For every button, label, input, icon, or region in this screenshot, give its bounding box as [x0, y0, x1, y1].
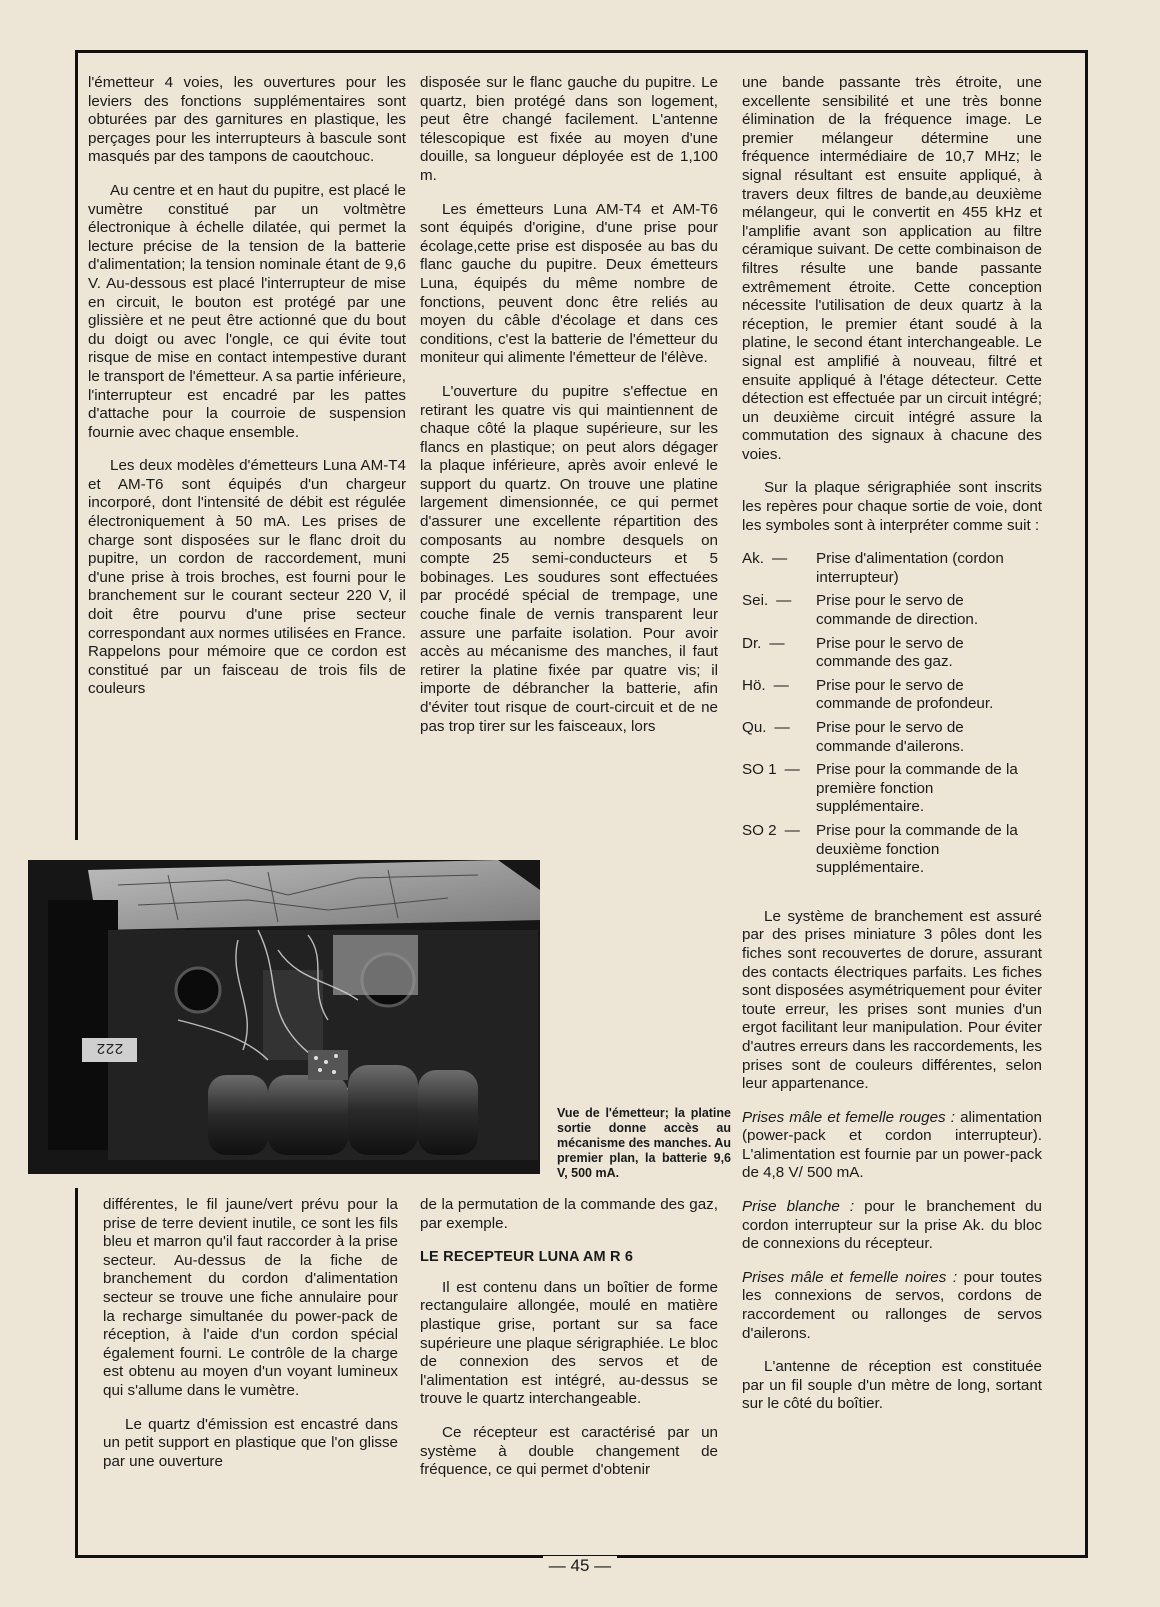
- paragraph: une bande passante très étroite, une excellente sensibilité et une très bonne élimination de la fréquence image. Le premier mélangeur détermine une fréquence intermédiaire de 10,7 MHz; le signal résultant est ensuite appliqué, à travers deux filtres de bande,au deuxième mélangeur, qui le convertit en 455 kHz et l'amplifie avant son application au filtre céramique suivant. De cette combinaison de filtres résulte une bande passante extrêmement étroite. Cette conception nécessite l'utilisation de deux quartz à la réception, le premier étant soudé à la platine, le second étant interchangeable. Le signal est amplifié à nouveau, filtré et ensuite appliqué à l'étage détecteur. Cette détection est effectuée par un circuit intégré; un deuxième circuit intégré assure la commutation des signaux à chacune des voies.: [742, 74, 1042, 463]
- paragraph: Les émetteurs Luna AM-T4 et AM-T6 sont équipés d'origine, d'une prise pour écolage,cette prise est disposée au bas du flanc gauche du pupitre. Deux émetteurs Luna, équipés du même nombre de fonctions, peuvent donc être reliés au moyen du câble d'écolage et dans ces conditions, c'est la batterie de l'émetteur du moniteur qui alimente l'émetteur de l'élève.: [420, 200, 718, 367]
- legend-key: [742, 719, 816, 756]
- column-2-bottom: [420, 1196, 718, 1495]
- legend-description: Prise pour le servo de commande d'ailerons.: [816, 719, 965, 755]
- legend-row: [742, 677, 1042, 714]
- paragraph: Sur la plaque sérigraphiée sont inscrits les repères pour chaque sortie de voie, dont les symboles sont à interpréter comme suit :: [742, 479, 1042, 534]
- column-1-top: [88, 74, 406, 714]
- legend-symbol: Qu.: [742, 719, 767, 736]
- legend-description: Prise pour la commande de la deuxième fonction supplémentaire.: [816, 821, 1018, 877]
- paragraph: Les deux modèles d'émetteurs Luna AM-T4 et AM-T6 sont équipés d'un chargeur incorporé, dont l'intensité de débit est régulée électroniquement à 50 mA. Les prises de charge sont disposées sur le flanc droit du pupitre, un cordon de raccordement, muni d'une prise à trois broches, est fourni pour le branchement sur le courant secteur 220 V, il doit être pourvu d'une prise secteur correspondant aux normes utilisées en France. Rappelons pour mémoire que ce cordon est constitué par un faisceau de trois fils de couleurs: [88, 457, 406, 698]
- photo-caption: Vue de l'émetteur; la platine sortie donne accès au mécanisme des manches. Au premier plan, la batterie 9,6 V, 500 mA.: [557, 1106, 731, 1180]
- paragraph: Le quartz d'émission est encastré dans un petit support en plastique que l'on glisse par une ouverture: [103, 1415, 398, 1470]
- paragraph: Le système de branchement est assuré par des prises miniature 3 pôles dont les fiches sont recouvertes de dorure, assurant des contacts électriques parfaits. Les fiches sont disposées asymétriquement pour éviter toute erreur, les prises sont munies d'un ergot facilitant leur manipulation. Pour éviter d'autres erreurs dans les raccordements, les prises sont de couleurs différentes, selon leur appartenance.: [742, 907, 1042, 1093]
- text: pour toutes les connexions de servos, cordons de raccordement ou rallonges de servos d'ailerons.: [742, 1268, 1042, 1342]
- text: pour le branchement du cordon interrupteur sur la prise Ak. du bloc de connexions du récepteur.: [742, 1198, 1042, 1253]
- legend-row: [742, 550, 1042, 587]
- legend-description: Prise pour le servo de commande de direction.: [816, 592, 979, 629]
- legend-dash: —: [776, 592, 792, 610]
- page-number-text: — 45 —: [543, 1556, 617, 1575]
- legend-row: [742, 761, 1042, 817]
- section-heading: LE RECEPTEUR LUNA AM R 6: [420, 1249, 634, 1266]
- legend-dash: —: [769, 634, 785, 652]
- paragraph: [742, 1269, 1042, 1343]
- legend-symbol: Hö.: [742, 676, 766, 694]
- legend-symbol: SO 2: [742, 821, 777, 839]
- legend-row: [742, 592, 1042, 629]
- legend-key: [742, 592, 816, 629]
- paragraph: de la permutation de la commande des gaz, par exemple.: [420, 1196, 718, 1232]
- text: alimentation (power-pack et cordon interrupteur). L'alimentation est fournie par un power-pack de 4,8 V/ 500 mA.: [742, 1108, 1042, 1182]
- paragraph: différentes, le fil jaune/vert prévu pour la prise de terre devient inutile, ce sont les fils bleu et marron qu'il faut raccorder à la prise secteur. Au-dessus de la fiche de branchement du cordon d'alimentation secteur se trouve une fiche annulaire pour la recharge simultanée du power-pack de réception, à l'aide d'un cordon spécial également fourni. Le contrôle de la charge est obtenu au moyen d'un voyant lumineux qui s'allume dans le vumètre.: [103, 1196, 398, 1399]
- transmitter-photo: [28, 860, 540, 1174]
- transmitter-interior-illustration: [28, 860, 540, 1174]
- legend-key: [742, 822, 816, 878]
- paragraph: l'émetteur 4 voies, les ouvertures pour les leviers des fonctions supplémentaires sont obturées par des garnitures en plastique, les perçages pour les interrupteurs à bascule sont masqués par des tampons de caoutchouc.: [88, 74, 406, 166]
- paragraph: Il est contenu dans un boîtier de forme rectangulaire allongée, moulé en matière plastique grise, portant sur sa face supérieure une plaque sérigraphiée. Le bloc de connexion des servos et de l'alimentation est intégré, au-dessus se trouve le quartz interchangeable.: [420, 1278, 718, 1408]
- legend-description: Prise pour la commande de la première fonction supplémentaire.: [816, 761, 1018, 816]
- legend-description: Prise d'alimentation (cordon interrupteur): [816, 550, 1004, 586]
- paragraph: [742, 1198, 1042, 1254]
- paragraph: disposée sur le flanc gauche du pupitre. Le quartz, bien protégé dans son logement, peut être changé facilement. L'antenne télescopique est fixée au moyen d'une douille, sa longueur déployée est de 1,100 m.: [420, 74, 718, 184]
- column-3: [742, 74, 1042, 1429]
- legend-key: [742, 677, 816, 714]
- page-number-value: 45: [570, 1556, 590, 1575]
- frame-left-upper-border: [75, 50, 78, 840]
- column-1-bottom: [103, 1196, 398, 1486]
- legend-row: [742, 822, 1042, 878]
- legend-key: [742, 550, 816, 587]
- legend-row: [742, 719, 1042, 756]
- emphasis: Prise blanche :: [742, 1198, 855, 1216]
- page-number: [0, 1556, 1160, 1576]
- legend-row: [742, 635, 1042, 672]
- legend-key: [742, 635, 816, 672]
- legend-dash: —: [773, 676, 789, 694]
- legend-symbol: Dr.: [742, 634, 762, 652]
- legend-dash: —: [784, 821, 800, 839]
- emphasis: Prises mâle et femelle rouges :: [742, 1108, 955, 1126]
- legend-description: Prise pour le servo de commande des gaz.: [816, 634, 964, 671]
- legend-symbol: SO 1: [742, 761, 777, 779]
- paragraph: L'ouverture du pupitre s'effectue en retirant les quatre vis qui maintiennent de chaque côté la plaque supérieure, sur les flancs en plastique; on peut alors dégager la plaque inférieure, après avoir enlevé le support du quartz. On trouve une platine largement dimensionnée, ce qui permet d'assurer une excellente répartition des composants au nombre desquels on compte 25 semi-conducteurs et 5 bobinages. Les soudures sont effectuées par procédé spécial de trempage, une couche finale de vernis transparent leur assure une parfaite isolation. Pour avoir accès au mécanisme des manches, il faut retirer la platine fixée par quatre vis; il importe de débrancher la batterie, afin d'éviter tout risque de court-circuit et de ne pas trop tirer sur les faisceaux, lors: [420, 382, 718, 735]
- paragraph: L'antenne de réception est constituée par un fil souple d'un mètre de long, sortant sur le côté du boîtier.: [742, 1358, 1042, 1413]
- emphasis: Prises mâle et femelle noires :: [742, 1268, 958, 1286]
- paragraph: [742, 1109, 1042, 1183]
- symbol-legend: [742, 550, 1042, 878]
- legend-key: [742, 761, 816, 817]
- column-2-top: [420, 74, 718, 751]
- paragraph: Au centre et en haut du pupitre, est placé le vumètre constitué par un voltmètre électronique à échelle dilatée, qui permet la lecture précise de la tension de la batterie d'alimentation; la tension nominale étant de 9,6 V. Au-dessous est placé l'interrupteur de mise en circuit, le bouton est protégé par une glissière et ne peut être actionné que du bout du doigt ou avec l'ongle, ce qui évite tout risque de mise en contact intempestive durant le transport de l'émetteur. A sa partie inférieure, l'interrupteur est encadré par les pattes d'attache pour la courroie de suspension fournie avec chaque ensemble.: [88, 181, 406, 441]
- legend-symbol: Ak.: [742, 550, 764, 568]
- legend-dash: —: [774, 719, 790, 736]
- battery-cell-label: 222: [96, 1039, 124, 1056]
- legend-description: Prise pour le servo de commande de profondeur.: [816, 676, 994, 713]
- frame-right-border: [1085, 50, 1088, 1555]
- legend-dash: —: [771, 550, 788, 568]
- legend-dash: —: [784, 761, 800, 779]
- frame-left-lower-border: [75, 1188, 78, 1555]
- legend-symbol: Sei.: [742, 592, 769, 610]
- paragraph: Ce récepteur est caractérisé par un système à double changement de fréquence, ce qui permet d'obtenir: [420, 1423, 718, 1479]
- frame-top-border: [75, 50, 1088, 53]
